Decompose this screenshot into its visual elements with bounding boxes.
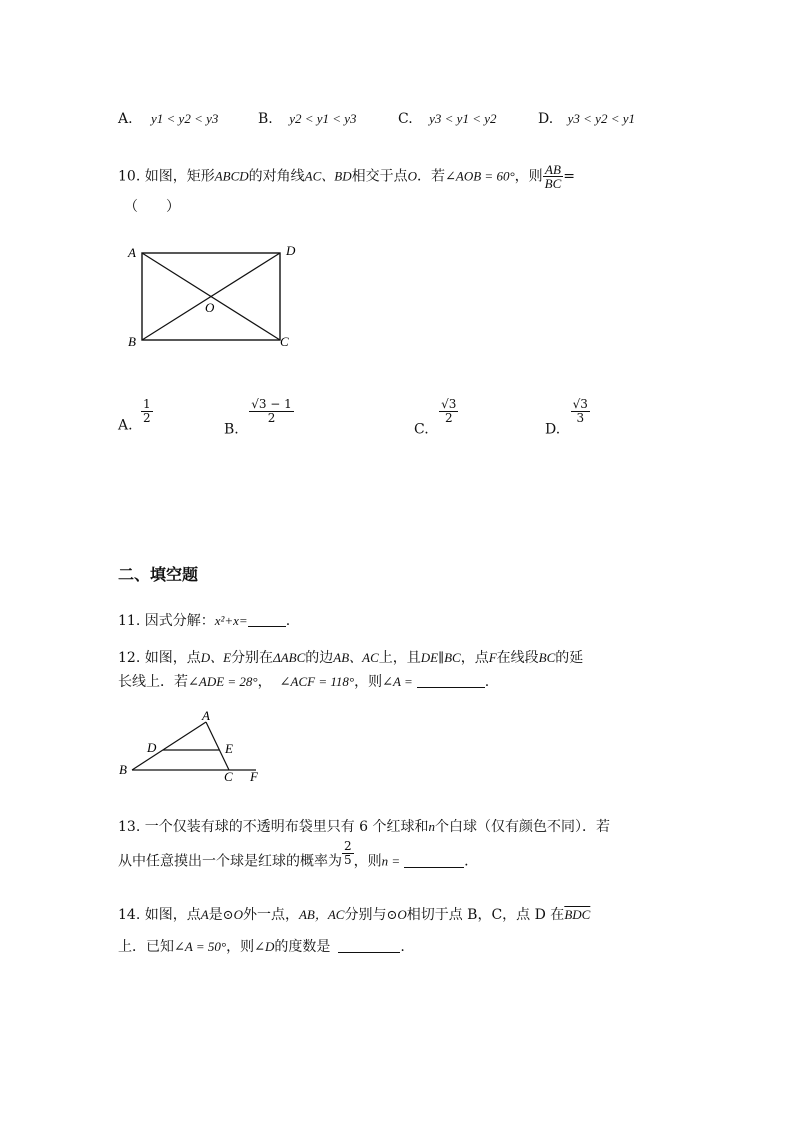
q9-option-d-math: y3 < y2 < y1	[567, 111, 635, 126]
q10-ratio-num: AB	[543, 163, 564, 177]
q13-probability-frac	[342, 840, 354, 867]
q10-option-a-num: 1	[143, 397, 151, 411]
q10-label-c: C	[280, 334, 289, 349]
q10-option-b	[224, 398, 294, 438]
q10-eq: =	[563, 168, 576, 185]
q12-line2-b: ，	[257, 674, 272, 690]
q12-end: .	[484, 674, 490, 690]
q10-label-b: B	[128, 334, 136, 349]
q13-line1-b: 个白球（仅有颜色不同）．若	[435, 819, 611, 835]
q14-line2-a: 上．已知	[118, 939, 174, 955]
q9-option-b-math: y2 < y1 < y3	[289, 111, 357, 126]
q10-text-5: ，则	[514, 168, 543, 185]
q11-number: 11.	[118, 613, 141, 629]
q10-text-3: 相交于点	[351, 168, 408, 185]
q10-option-c-den: 2	[444, 411, 453, 425]
q14-line1-d: 分别与	[344, 907, 387, 923]
q12-label-e: E	[225, 741, 233, 756]
q9-option-c-math: y3 < y1 < y2	[429, 111, 497, 126]
q9-option-d	[538, 111, 635, 127]
q10-ratio-fraction	[543, 163, 564, 190]
q10-diagonals: AC、BD	[304, 168, 352, 184]
q10-option-c-num: √3	[441, 397, 457, 411]
q11-math: x²+x=	[214, 613, 248, 628]
q13-line1-a: 一个仅装有球的不透明布袋里只有 6 个红球和	[144, 819, 429, 835]
q12-line-2	[118, 671, 489, 691]
q10-option-c	[414, 398, 458, 438]
q12-parallel: DE∥BC	[420, 650, 461, 665]
q13-line-1	[118, 816, 610, 836]
q10-option-a-den: 2	[143, 411, 151, 425]
q10-option-c-label: C.	[414, 421, 429, 438]
q12-line1-b: 分别在	[231, 650, 274, 666]
q13-line2-a: 从中任意摸出一个球是红球的概率为	[118, 853, 342, 870]
q10-rect-name: ABCD	[214, 168, 249, 184]
q14-arc: $\overline{BDC}$	[564, 907, 591, 922]
q12-line1-e: ，点	[460, 650, 489, 666]
q12-points-de: D、E	[200, 650, 232, 665]
q13-line-2	[118, 840, 469, 871]
q14-end: .	[400, 939, 405, 955]
q10-text-1: 如图，矩形	[144, 168, 215, 185]
q14-point-a: A	[200, 907, 209, 922]
q14-tangents: AB，AC	[298, 907, 345, 922]
q10-text-2: 的对角线	[248, 168, 305, 185]
q11-answer-blank	[248, 612, 286, 627]
section-2-title: 二、填空题	[118, 565, 199, 584]
q14-line2-c: 的度数是	[274, 939, 331, 955]
q10-ratio-den: BC	[544, 176, 562, 191]
q12-label-a: A	[202, 708, 210, 723]
q14-line1-c: 外一点，	[242, 907, 299, 923]
q11	[118, 610, 290, 630]
q9-option-a	[118, 111, 218, 127]
q12-sides: AB、AC	[333, 650, 379, 665]
q13-number: 13.	[118, 819, 141, 835]
q9-option-a-label: A.	[118, 111, 133, 127]
q10-option-a-frac	[141, 398, 153, 425]
q14-answer-blank	[338, 938, 400, 953]
q10-option-b-den: 2	[267, 411, 276, 425]
q14-line-2	[118, 936, 405, 956]
q13-end: .	[464, 853, 469, 870]
q10-text-4: ．若	[417, 168, 446, 185]
q14-line1-b: 是	[208, 907, 223, 923]
q13-frac-den: 5	[344, 853, 352, 867]
q13-frac-num: 2	[344, 839, 352, 853]
q14-line2-b: ，则	[226, 939, 255, 955]
q10-rectangle-figure	[120, 240, 310, 352]
q11-text: 因式分解：	[144, 613, 215, 629]
q10-label-o: O	[205, 300, 215, 315]
q12-line1-c: 的边	[305, 650, 334, 666]
q10-option-b-num: √3 − 1	[251, 397, 292, 411]
q12-label-d: D	[147, 740, 157, 755]
q12-angle-ade: ∠ADE = 28°	[188, 674, 258, 689]
q10-angle: ∠AOB = 60°	[445, 168, 515, 184]
q9-option-c-label: C.	[398, 111, 413, 127]
q13-line2-b: ，则	[353, 853, 382, 870]
q10-number: 10.	[118, 168, 141, 185]
q12-line2-a: 长线上．若	[118, 674, 188, 690]
q10-option-a-label: A.	[118, 417, 133, 434]
q13-answer-blank	[404, 853, 464, 868]
q14-line-1	[118, 904, 590, 924]
q10-label-d: D	[286, 243, 296, 258]
q10-label-a: A	[128, 245, 136, 260]
q14-circle-o-2: ⊙O	[386, 907, 407, 922]
q14-number: 14.	[118, 907, 141, 923]
q12-label-c: C	[224, 769, 233, 784]
q12-line1-f: 在线段	[496, 650, 539, 666]
q12-seg-bc: BC	[538, 650, 556, 665]
q14-line1-a: 如图，点	[144, 907, 201, 923]
q9-option-b	[258, 111, 357, 127]
q10-option-b-frac	[249, 398, 294, 425]
q12-line1-g: 的延	[555, 650, 584, 666]
q12-point-f: F	[488, 650, 497, 665]
q12-angle-a: ∠A =	[382, 674, 413, 689]
q9-option-a-math: y1 < y2 < y3	[151, 111, 219, 126]
q13-n: n	[428, 819, 436, 834]
q14-angle-d: ∠D	[254, 939, 275, 954]
q14-circle-o: ⊙O	[222, 907, 243, 922]
q10-option-d-label: D.	[545, 421, 561, 438]
q10-option-d-frac	[571, 398, 590, 425]
q12-answer-blank	[417, 673, 485, 688]
q10-option-d	[545, 398, 590, 438]
q10-option-c-frac	[439, 398, 458, 425]
q10-option-b-label: B.	[224, 421, 239, 438]
q12-triangle-figure	[116, 708, 268, 784]
q10-stem	[118, 163, 575, 190]
q11-end: .	[285, 613, 291, 629]
q12-line1-d: 上，且	[378, 650, 421, 666]
q12-line2-c: ，则	[354, 674, 383, 690]
q9-option-c	[398, 111, 496, 127]
q12-triangle: ΔABC	[273, 650, 306, 665]
q13-n-eq: n =	[381, 853, 401, 869]
q12-label-b: B	[119, 762, 127, 777]
q12-angle-acf: ∠ACF = 118°	[279, 674, 355, 689]
q10-option-d-num: √3	[572, 397, 588, 411]
q12-line1-a: 如图，点	[144, 650, 201, 666]
q14-line1-e: 相切于点 B，C，点 D 在	[406, 907, 565, 923]
q9-option-b-label: B.	[258, 111, 273, 127]
q9-option-d-label: D.	[538, 111, 554, 127]
q12-number: 12.	[118, 650, 141, 666]
q12-line-1	[118, 647, 583, 667]
q14-angle-a: ∠A = 50°	[174, 939, 227, 954]
q10-point-o: O	[407, 168, 418, 184]
q12-side-ab	[132, 722, 206, 770]
q10-option-a	[118, 398, 153, 434]
q10-answer-paren: （ ）	[124, 199, 180, 215]
q12-label-f: F	[250, 769, 258, 784]
q10-option-d-den: 3	[576, 411, 585, 425]
